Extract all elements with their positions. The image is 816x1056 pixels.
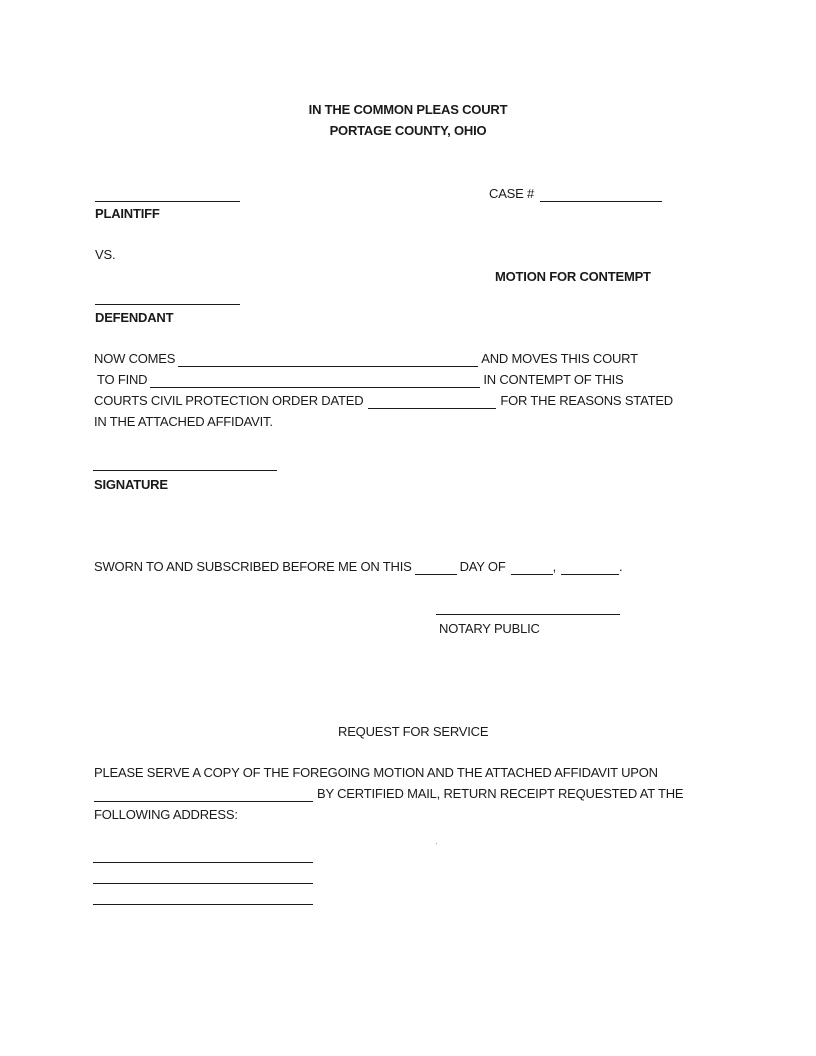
signature-line[interactable] [93, 470, 277, 471]
case-number-label: CASE # [489, 186, 535, 201]
address-line-3[interactable] [93, 904, 313, 905]
notary-signature-line[interactable] [436, 614, 620, 615]
county-name: PORTAGE COUNTY, OHIO [329, 123, 487, 138]
motion-line-1 [94, 351, 638, 367]
service-line-3: FOLLOWING ADDRESS: [94, 807, 238, 822]
moves-court-text: AND MOVES THIS COURT [481, 351, 638, 366]
signature-label: SIGNATURE [94, 477, 168, 492]
service-line-2: BY CERTIFIED MAIL, RETURN RECEIPT REQUESTED AT THE [317, 786, 684, 801]
versus-label: VS. [95, 247, 116, 262]
now-comes-text: NOW COMES [94, 351, 176, 366]
motion-line-3 [94, 393, 673, 409]
jurat-month-line[interactable] [511, 562, 553, 575]
service-line-2-row [94, 786, 683, 802]
day-of-text: DAY OF [459, 559, 506, 574]
order-dated-text: COURTS CIVIL PROTECTION ORDER DATED [94, 393, 364, 408]
court-name: IN THE COMMON PLEAS COURT [308, 102, 508, 117]
plaintiff-name-line[interactable] [95, 201, 240, 202]
order-date-line[interactable] [368, 396, 496, 409]
plaintiff-label: PLAINTIFF [95, 206, 160, 221]
reasons-text: FOR THE REASONS STATED [500, 393, 673, 408]
motion-line-2 [97, 372, 624, 388]
jurat-day-line[interactable] [415, 562, 457, 575]
jurat-line [94, 559, 622, 575]
service-line-1: PLEASE SERVE A COPY OF THE FOREGOING MOTION AND THE ATTACHED AFFIDAVIT UPON [94, 765, 658, 780]
address-line-1[interactable] [93, 862, 313, 863]
sworn-text: SWORN TO AND SUBSCRIBED BEFORE ME ON THIS [94, 559, 412, 574]
case-number-row [489, 186, 662, 202]
case-number-line[interactable] [540, 189, 662, 202]
to-find-text: TO FIND [97, 372, 148, 387]
address-line-2[interactable] [93, 883, 313, 884]
notary-public-label: NOTARY PUBLIC [439, 621, 540, 636]
in-contempt-text: IN CONTEMPT OF THIS [483, 372, 624, 387]
service-title: REQUEST FOR SERVICE [338, 724, 489, 739]
defendant-label: DEFENDANT [95, 310, 174, 325]
jurat-comma: , [552, 559, 556, 574]
defendant-name-line[interactable] [95, 304, 240, 305]
jurat-period: . [619, 559, 623, 574]
respondent-name-line[interactable] [150, 375, 480, 388]
scan-speck [436, 843, 437, 844]
serve-upon-line[interactable] [94, 789, 313, 802]
jurat-year-line[interactable] [561, 562, 619, 575]
affidavit-text: IN THE ATTACHED AFFIDAVIT. [94, 414, 273, 429]
movant-name-line[interactable] [178, 354, 478, 367]
motion-title: MOTION FOR CONTEMPT [495, 269, 651, 284]
